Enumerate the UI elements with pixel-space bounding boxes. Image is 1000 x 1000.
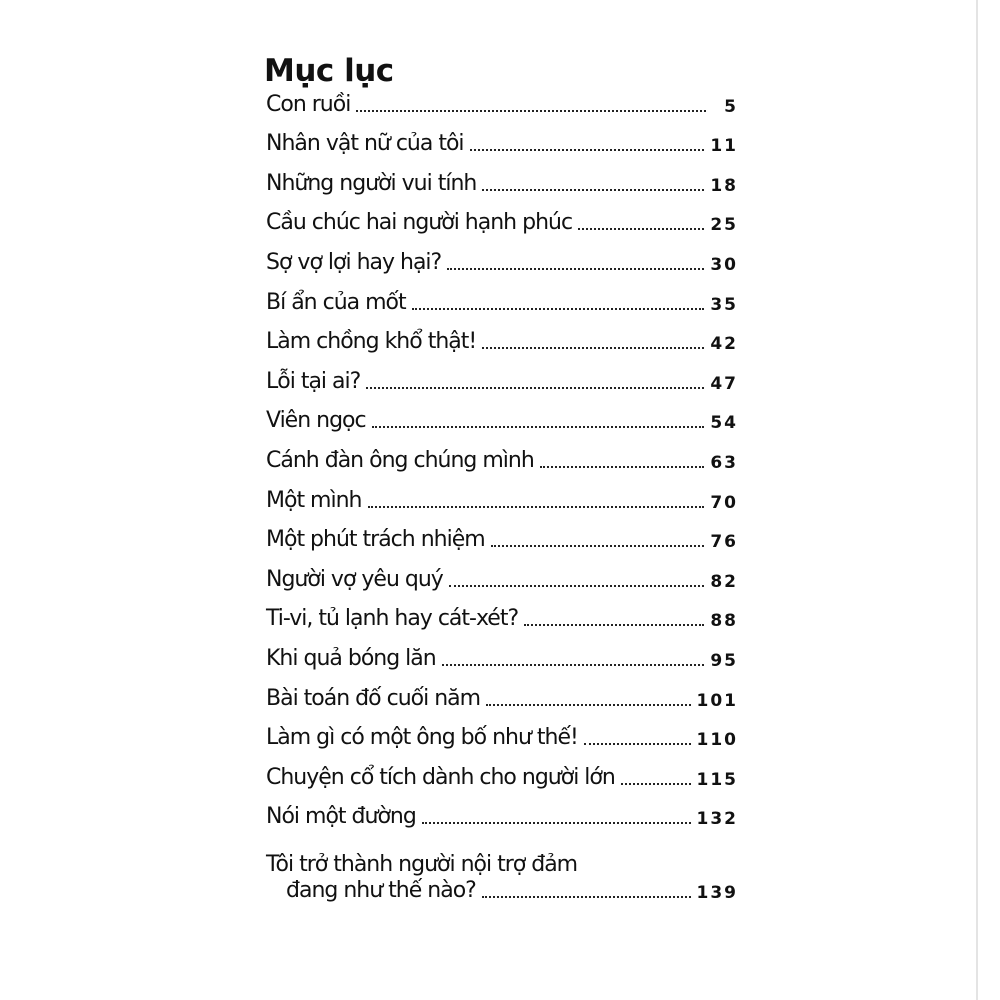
toc-entry-page: 115: [696, 769, 738, 790]
toc-entry-title: Một mình: [266, 487, 362, 513]
toc-entry: [266, 680, 738, 720]
toc-dot-leader: [486, 704, 690, 706]
toc-entry-page: 30: [710, 254, 738, 275]
toc-entry-title-line2: đang như thế nào?: [286, 878, 476, 904]
toc-dot-leader: [356, 110, 706, 112]
toc-dot-leader: [482, 189, 704, 191]
toc-entry-title: Khi quả bóng lăn: [266, 645, 436, 671]
toc-entry: [266, 799, 738, 839]
toc-entry-title: Làm chồng khổ thật!: [266, 329, 477, 355]
toc-entry: [266, 601, 738, 641]
toc-entry: [266, 126, 738, 166]
toc-entry: [266, 561, 738, 601]
toc-entry-title-line1: Tôi trở thành người nội trợ đảm: [266, 852, 578, 878]
toc-entry-title: Lỗi tại ai?: [266, 368, 361, 394]
toc-entry: [266, 363, 738, 403]
toc-entry: [266, 482, 738, 522]
toc-entry: [266, 165, 738, 205]
toc-dot-leader: [491, 545, 705, 547]
toc-entry: [266, 284, 738, 324]
toc-heading: Mục lục: [264, 52, 394, 89]
toc-entry-title: Bí ẩn của mốt: [266, 289, 406, 315]
toc-entry-page: 54: [710, 413, 738, 434]
toc-entry: [266, 205, 738, 245]
toc-dot-leader: [368, 506, 705, 508]
toc-entry-page: 101: [696, 690, 738, 711]
page-edge-divider: [976, 0, 978, 1000]
toc-entry: [266, 522, 738, 562]
toc-entry-title: Một phút trách nhiệm: [266, 527, 485, 553]
toc-entry: [266, 86, 738, 126]
toc-entry: [266, 759, 738, 799]
toc-entry-page: 47: [710, 373, 738, 394]
toc-entry-page: 42: [710, 334, 738, 355]
toc-entry-page: 82: [710, 571, 738, 592]
toc-dot-leader: [422, 822, 691, 824]
toc-entry-title: Cánh đàn ông chúng mình: [266, 447, 534, 473]
toc-dot-leader: [578, 228, 704, 230]
toc-dot-leader: [540, 466, 705, 468]
toc-entry-page: 18: [710, 175, 738, 196]
toc-entry: [266, 720, 738, 760]
toc-entry: [266, 244, 738, 284]
toc-entry-page: 25: [710, 215, 738, 236]
toc-dot-leader: [366, 387, 704, 389]
toc-entry-title: Nói một đường: [266, 804, 416, 830]
toc-entry-page: 132: [696, 809, 738, 830]
toc-entry-title: Làm gì có một ông bố như thế!: [266, 725, 578, 751]
toc-entry: [266, 640, 738, 680]
toc-dot-leader: [447, 268, 704, 270]
toc-entry-page: 5: [724, 96, 738, 117]
toc-entry-title: Nhân vật nữ của tôi: [266, 131, 464, 157]
toc-entry: [266, 324, 738, 364]
toc-entry-title: Sợ vợ lợi hay hại?: [266, 249, 442, 275]
toc-dot-leader: [482, 347, 704, 349]
toc-dot-leader: [449, 585, 705, 587]
toc-entry-page: 11: [710, 136, 738, 157]
toc-entry: [266, 442, 738, 482]
toc-dot-leader: [470, 149, 705, 151]
toc-entry-page: 76: [710, 532, 738, 553]
toc-entry-title: Chuyện cổ tích dành cho người lớn: [266, 764, 615, 790]
toc-dot-leader: [524, 624, 704, 626]
toc-dot-leader: [442, 664, 705, 666]
toc-entry: [266, 403, 738, 443]
toc-dot-leader: [412, 308, 705, 310]
toc-entry-title: Con ruồi: [266, 91, 351, 117]
toc-entry-title: Bài toán đố cuối năm: [266, 685, 481, 711]
toc-dot-leader: [372, 426, 705, 428]
toc-entry-page: 70: [710, 492, 738, 513]
toc-entry-title: Ti-vi, tủ lạnh hay cát-xét?: [266, 606, 519, 632]
toc-entry-page: 110: [696, 730, 738, 751]
toc-entry-title: Viên ngọc: [266, 408, 366, 434]
toc-entry-page: 95: [710, 650, 738, 671]
toc-dot-leader: [584, 743, 691, 745]
toc-list: [266, 86, 738, 920]
toc-entry-page: 63: [710, 452, 738, 473]
toc-entry-title: Những người vui tính: [266, 170, 477, 196]
toc-dot-leader: [621, 783, 691, 785]
toc-entry-page: 88: [710, 611, 738, 632]
toc-entry-title: Người vợ yêu quý: [266, 566, 443, 592]
toc-entry-title: Cầu chúc hai người hạnh phúc: [266, 210, 573, 236]
toc-dot-leader: [482, 896, 691, 898]
toc-entry-multiline: [266, 838, 738, 920]
toc-entry-page: 139: [696, 883, 738, 904]
toc-entry-page: 35: [710, 294, 738, 315]
